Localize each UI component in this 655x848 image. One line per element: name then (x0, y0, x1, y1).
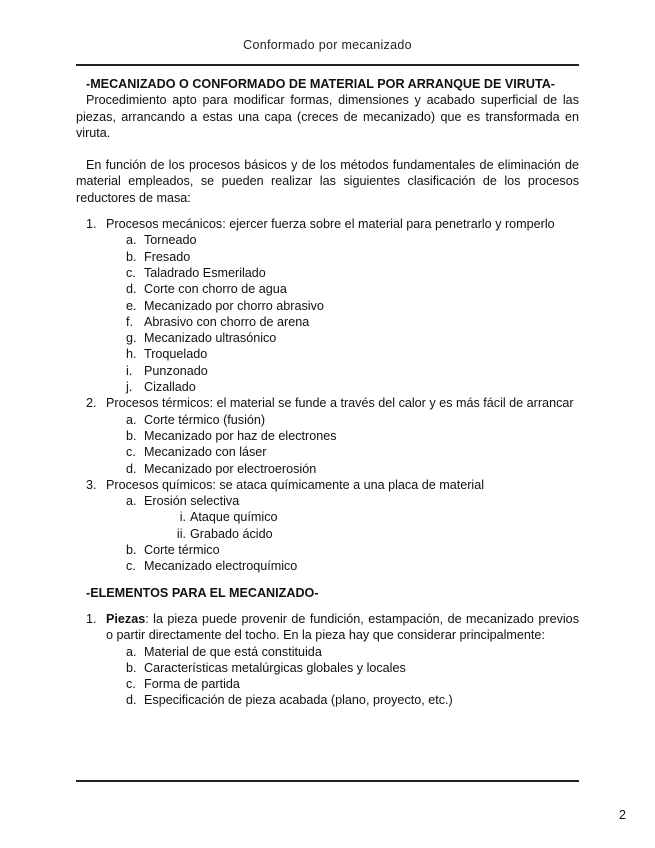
sub-marker: a. (126, 494, 137, 509)
elements-list (76, 611, 579, 709)
sub-item-text: Características metalúrgicas globales y locales (144, 660, 406, 675)
sub-item (106, 249, 579, 265)
sub-item (106, 692, 579, 708)
sub-item-text: Erosión selectiva (144, 494, 240, 509)
list-number: 1. (86, 611, 97, 626)
paragraph-classification: En función de los procesos básicos y de los métodos fundamentales de eliminación de material empleados, se pueden realizar las siguientes clasificación de los procesos reductores de masa: (76, 158, 579, 205)
sub-marker: e. (126, 298, 137, 313)
list-item-text: Procesos químicos: se ataca químicamente a una placa de material (106, 477, 485, 492)
sub-item (106, 298, 579, 314)
sub-item-text: Cizallado (144, 380, 196, 395)
sub-item-text: Mecanizado por chorro abrasivo (144, 298, 324, 313)
sub-marker: d. (126, 282, 137, 297)
process-list (76, 216, 579, 575)
list-item (76, 395, 579, 476)
sub-item (106, 265, 579, 281)
list-number: 3. (86, 477, 97, 492)
list-item (76, 216, 579, 395)
list-item-text: : la pieza puede provenir de fundición, estampación, de mecanizado previos o partir directamente del tocho. En la pieza hay que considerar principalmente: (106, 611, 579, 643)
sub-sub-item-text: Grabado ácido (190, 526, 273, 541)
sub-item (106, 346, 579, 362)
sub-marker: d. (126, 461, 137, 476)
sub-item-text: Material de que está constituida (144, 644, 322, 659)
sub-marker: b. (126, 543, 137, 558)
sub-item (106, 363, 579, 379)
sub-item-text: Abrasivo con chorro de arena (144, 314, 310, 329)
list-item-text: Procesos térmicos: el material se funde a través del calor y es más fácil de arrancar (106, 396, 574, 411)
sub-item (106, 558, 579, 574)
sub-item-text: Mecanizado electroquímico (144, 559, 298, 574)
page-header-title: Conformado por mecanizado (243, 38, 412, 52)
sub-item (106, 542, 579, 558)
roman-marker: ii. (176, 526, 186, 541)
page-number: 2 (619, 808, 626, 822)
list-number: 1. (86, 217, 97, 232)
sub-item (106, 660, 579, 676)
sub-sub-item (144, 526, 579, 542)
list-item-text: Procesos mecánicos: ejercer fuerza sobre el material para penetrarlo y romperlo (106, 217, 555, 232)
sub-item-text: Torneado (144, 233, 197, 248)
sub-item (106, 461, 579, 477)
sub-item (106, 493, 579, 542)
sub-item-text: Corte térmico (144, 543, 220, 558)
list-item (76, 477, 579, 575)
sub-item (106, 644, 579, 660)
sub-item-text: Mecanizado con láser (144, 445, 267, 460)
sub-item (106, 314, 579, 330)
sub-item-text: Especificación de pieza acabada (plano, proyecto, etc.) (144, 693, 453, 708)
sub-marker: c. (126, 445, 136, 460)
sub-item (106, 232, 579, 248)
sub-item (106, 412, 579, 428)
sub-item (106, 676, 579, 692)
roman-marker: i. (179, 510, 186, 525)
sub-sub-item (144, 509, 579, 525)
sub-marker: a. (126, 644, 137, 659)
sub-marker: c. (126, 559, 136, 574)
sub-item-text: Mecanizado por electroerosión (144, 461, 317, 476)
sub-item-text: Forma de partida (144, 677, 240, 692)
term-piezas: Piezas (106, 611, 146, 626)
sub-item-text: Taladrado Esmerilado (144, 265, 266, 280)
sub-marker: c. (126, 677, 136, 692)
sub-item (106, 444, 579, 460)
sub-item-text: Fresado (144, 249, 191, 264)
list-item (76, 611, 579, 709)
sub-marker: f. (126, 314, 133, 329)
sub-item (106, 330, 579, 346)
sub-marker: h. (126, 347, 137, 362)
sub-item (106, 281, 579, 297)
sub-item-text: Punzonado (144, 363, 208, 378)
sub-item (106, 428, 579, 444)
sub-marker: j. (126, 380, 133, 395)
sub-marker: b. (126, 249, 137, 264)
header-rule (76, 64, 579, 66)
sub-item-text: Corte con chorro de agua (144, 282, 287, 297)
sub-item-text: Mecanizado ultrasónico (144, 331, 277, 346)
sub-marker: c. (126, 265, 136, 280)
paragraph-definition: Procedimiento apto para modificar formas, dimensiones y acabado superficial de las piezas, arrancando a estas una capa (creces de mecanizado) que es transformada en viruta. (76, 93, 579, 140)
sub-item-text: Corte térmico (fusión) (144, 412, 266, 427)
sub-marker: b. (126, 428, 137, 443)
section-heading-mecanizado: -MECANIZADO O CONFORMADO DE MATERIAL POR ARRANQUE DE VIRUTA- (86, 77, 555, 91)
sub-marker: b. (126, 660, 137, 675)
sub-marker: g. (126, 331, 137, 346)
sub-sub-item-text: Ataque químico (190, 510, 278, 525)
document-body (76, 76, 579, 709)
sub-marker: a. (126, 412, 137, 427)
sub-marker: a. (126, 233, 137, 248)
footer-rule (76, 780, 579, 782)
sub-item (106, 379, 579, 395)
sub-marker: d. (126, 693, 137, 708)
list-number: 2. (86, 396, 97, 411)
sub-item-text: Troquelado (144, 347, 208, 362)
sub-item-text: Mecanizado por haz de electrones (144, 428, 337, 443)
section-heading-elementos: -ELEMENTOS PARA EL MECANIZADO- (86, 585, 319, 600)
sub-marker: i. (126, 363, 133, 378)
